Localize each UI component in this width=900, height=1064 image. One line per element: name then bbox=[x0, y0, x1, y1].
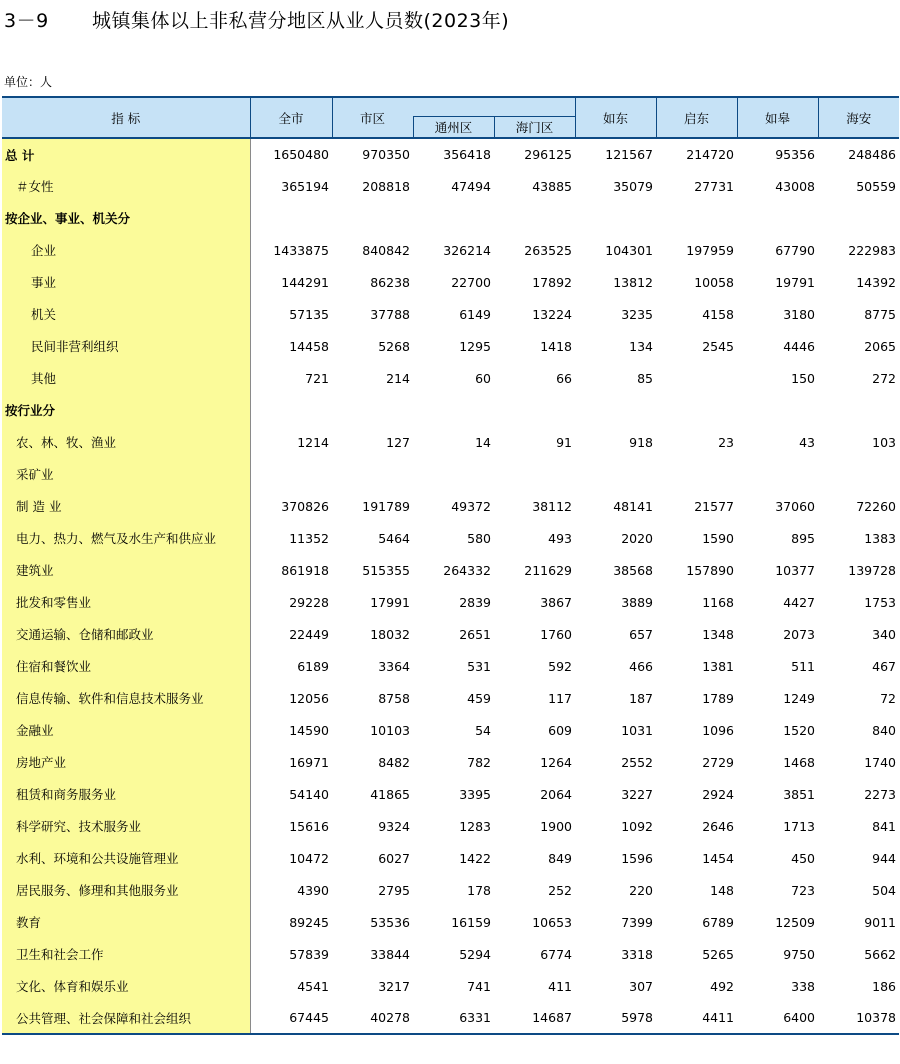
cell-qidong: 197959 bbox=[686, 242, 734, 258]
table-row bbox=[2, 138, 899, 170]
cell-tongzhou bbox=[413, 458, 494, 490]
cell-rugao: 12509 bbox=[775, 914, 815, 930]
cell-qidong: 1381 bbox=[702, 658, 734, 674]
cell-haimen: 263525 bbox=[524, 242, 572, 258]
cell-tongzhou: 6149 bbox=[459, 306, 491, 322]
cell-urban: 37788 bbox=[370, 306, 410, 322]
cell-rugao: 67790 bbox=[775, 242, 815, 258]
cell-city: 1650480 bbox=[273, 147, 329, 162]
cell-city: 89245 bbox=[289, 914, 329, 930]
cell-qidong: 214720 bbox=[686, 147, 734, 162]
row-label: 农、林、牧、渔业 bbox=[2, 426, 250, 458]
cell-urban bbox=[332, 394, 413, 426]
cell-haimen: 3867 bbox=[540, 594, 572, 610]
table-row bbox=[2, 586, 899, 618]
cell-rugao: 338 bbox=[791, 978, 815, 994]
cell-urban: 840842 bbox=[362, 242, 410, 258]
cell-city: 144291 bbox=[281, 274, 329, 290]
cell-rudong: 3235 bbox=[621, 306, 653, 322]
cell-rugao: 4427 bbox=[783, 594, 815, 610]
cell-haian: 9011 bbox=[864, 914, 896, 930]
cell-qidong: 5265 bbox=[702, 946, 734, 962]
cell-haian: 103 bbox=[872, 434, 896, 450]
cell-city: 4541 bbox=[297, 978, 329, 994]
cell-tongzhou: 531 bbox=[467, 658, 491, 674]
cell-rudong: 13812 bbox=[613, 274, 653, 290]
cell-haimen: 2064 bbox=[540, 786, 572, 802]
cell-urban: 18032 bbox=[370, 626, 410, 642]
cell-tongzhou: 178 bbox=[467, 882, 491, 898]
cell-city: 16971 bbox=[289, 754, 329, 770]
header-rudong: 如东 bbox=[575, 97, 656, 138]
cell-haian: 340 bbox=[872, 626, 896, 642]
cell-haian: 10378 bbox=[818, 1002, 899, 1034]
table-title: 城镇集体以上非私营分地区从业人员数(2023年) bbox=[92, 10, 510, 32]
table-row bbox=[2, 714, 899, 746]
cell-city: 57135 bbox=[289, 306, 329, 322]
cell-tongzhou: 782 bbox=[467, 754, 491, 770]
cell-tongzhou: 16159 bbox=[451, 914, 491, 930]
cell-rugao: 10377 bbox=[775, 562, 815, 578]
cell-rudong: 5978 bbox=[575, 1002, 656, 1034]
cell-haimen: 1264 bbox=[540, 754, 572, 770]
cell-rugao: 43 bbox=[799, 434, 815, 450]
table-row bbox=[2, 426, 899, 458]
cell-rudong: 918 bbox=[629, 434, 653, 450]
cell-rudong: 38568 bbox=[613, 562, 653, 578]
cell-haian: 1740 bbox=[864, 754, 896, 770]
cell-urban: 41865 bbox=[370, 786, 410, 802]
cell-qidong: 4158 bbox=[702, 306, 734, 322]
cell-rugao: 19791 bbox=[775, 274, 815, 290]
cell-rudong: 466 bbox=[629, 658, 653, 674]
cell-tongzhou: 60 bbox=[475, 370, 491, 386]
cell-haimen: 6774 bbox=[540, 946, 572, 962]
table-row bbox=[2, 522, 899, 554]
cell-rugao bbox=[737, 458, 818, 490]
cell-tongzhou: 49372 bbox=[451, 498, 491, 514]
cell-haimen: 13224 bbox=[532, 306, 572, 322]
cell-qidong: 23 bbox=[718, 434, 734, 450]
cell-urban: 2795 bbox=[378, 882, 410, 898]
cell-qidong: 1168 bbox=[702, 594, 734, 610]
cell-rugao: 723 bbox=[791, 882, 815, 898]
cell-haian bbox=[818, 394, 899, 426]
cell-qidong bbox=[656, 458, 737, 490]
cell-city: 4390 bbox=[297, 882, 329, 898]
employment-table bbox=[2, 96, 899, 1035]
cell-urban: 33844 bbox=[370, 946, 410, 962]
cell-rugao: 450 bbox=[791, 850, 815, 866]
cell-rudong: 657 bbox=[629, 626, 653, 642]
cell-rudong: 3227 bbox=[621, 786, 653, 802]
cell-city bbox=[250, 458, 332, 490]
row-label: 批发和零售业 bbox=[2, 586, 250, 618]
cell-haimen: 1760 bbox=[540, 626, 572, 642]
cell-urban: 8758 bbox=[378, 690, 410, 706]
cell-rugao: 1249 bbox=[783, 690, 815, 706]
cell-city: 861918 bbox=[281, 562, 329, 578]
cell-rugao bbox=[737, 394, 818, 426]
table-row bbox=[2, 842, 899, 874]
cell-qidong: 1348 bbox=[702, 626, 734, 642]
row-label: 民间非营利组织 bbox=[2, 330, 250, 362]
cell-rudong: 3318 bbox=[621, 946, 653, 962]
cell-city: 10472 bbox=[289, 850, 329, 866]
cell-rugao: 95356 bbox=[775, 147, 815, 162]
cell-haian: 2065 bbox=[864, 338, 896, 354]
cell-qidong: 10058 bbox=[694, 274, 734, 290]
cell-urban: 214 bbox=[386, 370, 410, 386]
cell-qidong: 6789 bbox=[702, 914, 734, 930]
row-label: 机关 bbox=[2, 298, 250, 330]
row-label: 水利、环境和公共设施管理业 bbox=[2, 842, 250, 874]
row-label: 采矿业 bbox=[2, 458, 250, 490]
cell-rudong: 1031 bbox=[621, 722, 653, 738]
row-label: 公共管理、社会保障和社会组织 bbox=[2, 1002, 250, 1034]
cell-haimen bbox=[494, 458, 575, 490]
cell-rudong bbox=[575, 202, 656, 234]
table-row bbox=[2, 202, 899, 234]
cell-rugao: 3180 bbox=[783, 306, 815, 322]
cell-urban: 9324 bbox=[378, 818, 410, 834]
cell-city: 1214 bbox=[297, 434, 329, 450]
table-row bbox=[2, 650, 899, 682]
table-row bbox=[2, 298, 899, 330]
cell-rudong: 85 bbox=[637, 370, 653, 386]
cell-rugao bbox=[737, 202, 818, 234]
cell-haimen: 609 bbox=[548, 722, 572, 738]
row-label: ＃女性 bbox=[2, 170, 250, 202]
row-label: 教育 bbox=[2, 906, 250, 938]
cell-rudong: 7399 bbox=[621, 914, 653, 930]
cell-tongzhou: 54 bbox=[475, 722, 491, 738]
cell-haian: 272 bbox=[872, 370, 896, 386]
cell-rugao: 1468 bbox=[783, 754, 815, 770]
row-label: 建筑业 bbox=[2, 554, 250, 586]
cell-urban: 515355 bbox=[362, 562, 410, 578]
table-row bbox=[2, 938, 899, 970]
cell-rugao: 43008 bbox=[775, 178, 815, 194]
table-row bbox=[2, 234, 899, 266]
cell-haimen: 411 bbox=[548, 978, 572, 994]
cell-haimen: 296125 bbox=[524, 147, 572, 162]
row-label: 文化、体育和娱乐业 bbox=[2, 970, 250, 1002]
cell-qidong: 1454 bbox=[702, 850, 734, 866]
cell-rugao: 1713 bbox=[783, 818, 815, 834]
unit-label: 单位：人 bbox=[4, 75, 53, 89]
row-label: 总 计 bbox=[2, 138, 250, 170]
table-row bbox=[2, 1002, 899, 1034]
cell-haimen: 14687 bbox=[494, 1002, 575, 1034]
row-label: 制 造 业 bbox=[2, 490, 250, 522]
row-label: 住宿和餐饮业 bbox=[2, 650, 250, 682]
row-label: 金融业 bbox=[2, 714, 250, 746]
cell-urban bbox=[332, 458, 413, 490]
cell-haian: 5662 bbox=[864, 946, 896, 962]
header-indicator: 指 标 bbox=[2, 97, 250, 138]
cell-tongzhou: 14 bbox=[475, 434, 491, 450]
cell-qidong: 2729 bbox=[702, 754, 734, 770]
table-row bbox=[2, 330, 899, 362]
cell-qidong: 2924 bbox=[702, 786, 734, 802]
table-number: 3－9 bbox=[4, 10, 49, 32]
table-row bbox=[2, 170, 899, 202]
row-label: 按行业分 bbox=[2, 394, 250, 426]
cell-urban: 5464 bbox=[378, 530, 410, 546]
cell-urban bbox=[332, 202, 413, 234]
cell-urban: 40278 bbox=[332, 1002, 413, 1034]
row-label: 企业 bbox=[2, 234, 250, 266]
cell-qidong bbox=[656, 394, 737, 426]
cell-urban: 8482 bbox=[378, 754, 410, 770]
cell-qidong: 148 bbox=[710, 882, 734, 898]
cell-haimen: 1418 bbox=[540, 338, 572, 354]
cell-city: 370826 bbox=[281, 498, 329, 514]
cell-urban: 3217 bbox=[378, 978, 410, 994]
cell-rugao: 9750 bbox=[783, 946, 815, 962]
cell-haimen: 117 bbox=[548, 690, 572, 706]
table-row bbox=[2, 266, 899, 298]
row-label: 租赁和商务服务业 bbox=[2, 778, 250, 810]
cell-qidong: 2646 bbox=[702, 818, 734, 834]
cell-rugao: 37060 bbox=[775, 498, 815, 514]
table-row bbox=[2, 874, 899, 906]
cell-urban: 3364 bbox=[378, 658, 410, 674]
cell-city: 6189 bbox=[297, 658, 329, 674]
cell-city bbox=[250, 202, 332, 234]
row-label: 事业 bbox=[2, 266, 250, 298]
cell-haian: 248486 bbox=[848, 147, 896, 162]
cell-city: 15616 bbox=[289, 818, 329, 834]
row-label: 交通运输、仓储和邮政业 bbox=[2, 618, 250, 650]
cell-tongzhou: 2839 bbox=[459, 594, 491, 610]
cell-tongzhou: 741 bbox=[467, 978, 491, 994]
table-row bbox=[2, 458, 899, 490]
cell-haian: 1753 bbox=[864, 594, 896, 610]
cell-rugao: 2073 bbox=[783, 626, 815, 642]
cell-rudong bbox=[575, 458, 656, 490]
cell-tongzhou: 6331 bbox=[413, 1002, 494, 1034]
cell-rugao: 1520 bbox=[783, 722, 815, 738]
cell-haimen: 17892 bbox=[532, 274, 572, 290]
cell-tongzhou: 459 bbox=[467, 690, 491, 706]
cell-haimen bbox=[494, 202, 575, 234]
cell-city: 14458 bbox=[289, 338, 329, 354]
table-row bbox=[2, 394, 899, 426]
cell-rudong: 307 bbox=[629, 978, 653, 994]
table-row bbox=[2, 490, 899, 522]
table-row bbox=[2, 778, 899, 810]
header-haimen: 海门区 bbox=[494, 117, 575, 139]
cell-haimen: 91 bbox=[556, 434, 572, 450]
cell-city: 22449 bbox=[289, 626, 329, 642]
cell-urban: 127 bbox=[386, 434, 410, 450]
cell-qidong bbox=[656, 202, 737, 234]
cell-qidong: 2545 bbox=[702, 338, 734, 354]
cell-tongzhou: 580 bbox=[467, 530, 491, 546]
table-row bbox=[2, 906, 899, 938]
cell-tongzhou: 22700 bbox=[451, 274, 491, 290]
cell-rudong bbox=[575, 394, 656, 426]
header-city: 全市 bbox=[250, 97, 332, 138]
cell-city: 14590 bbox=[289, 722, 329, 738]
table-row bbox=[2, 746, 899, 778]
cell-qidong: 27731 bbox=[694, 178, 734, 194]
cell-city: 1433875 bbox=[273, 242, 329, 258]
cell-haimen: 10653 bbox=[532, 914, 572, 930]
cell-rugao: 511 bbox=[791, 658, 815, 674]
row-label: 电力、热力、燃气及水生产和供应业 bbox=[2, 522, 250, 554]
cell-haian: 467 bbox=[872, 658, 896, 674]
cell-haimen: 252 bbox=[548, 882, 572, 898]
cell-haian: 944 bbox=[872, 850, 896, 866]
cell-urban: 970350 bbox=[362, 147, 410, 162]
cell-rudong: 3889 bbox=[621, 594, 653, 610]
cell-tongzhou: 1295 bbox=[459, 338, 491, 354]
cell-qidong: 1096 bbox=[702, 722, 734, 738]
page-title bbox=[4, 6, 509, 33]
cell-city bbox=[250, 394, 332, 426]
cell-city: 12056 bbox=[289, 690, 329, 706]
cell-haian: 14392 bbox=[856, 274, 896, 290]
cell-haimen: 493 bbox=[548, 530, 572, 546]
cell-tongzhou: 5294 bbox=[459, 946, 491, 962]
cell-rudong: 35079 bbox=[613, 178, 653, 194]
cell-haimen: 66 bbox=[556, 370, 572, 386]
cell-rudong: 2552 bbox=[621, 754, 653, 770]
header-rugao: 如皋 bbox=[737, 97, 818, 138]
cell-qidong: 4411 bbox=[656, 1002, 737, 1034]
cell-tongzhou: 47494 bbox=[451, 178, 491, 194]
cell-tongzhou: 2651 bbox=[459, 626, 491, 642]
cell-city: 365194 bbox=[281, 178, 329, 194]
row-label: 信息传输、软件和信息技术服务业 bbox=[2, 682, 250, 714]
cell-haian: 50559 bbox=[856, 178, 896, 194]
cell-rudong: 2020 bbox=[621, 530, 653, 546]
cell-haimen: 1900 bbox=[540, 818, 572, 834]
table-row bbox=[2, 554, 899, 586]
cell-qidong: 492 bbox=[710, 978, 734, 994]
cell-urban: 10103 bbox=[370, 722, 410, 738]
cell-haian: 139728 bbox=[848, 562, 896, 578]
cell-rudong: 187 bbox=[629, 690, 653, 706]
cell-rugao: 6400 bbox=[737, 1002, 818, 1034]
cell-haimen: 38112 bbox=[532, 498, 572, 514]
cell-city: 67445 bbox=[250, 1002, 332, 1034]
header-tongzhou: 通州区 bbox=[413, 117, 494, 139]
table-row bbox=[2, 682, 899, 714]
cell-rugao: 895 bbox=[791, 530, 815, 546]
cell-rudong: 220 bbox=[629, 882, 653, 898]
cell-rudong: 134 bbox=[629, 338, 653, 354]
cell-haian bbox=[818, 458, 899, 490]
cell-urban: 53536 bbox=[370, 914, 410, 930]
cell-rudong: 104301 bbox=[605, 242, 653, 258]
row-label: 其他 bbox=[2, 362, 250, 394]
cell-haian: 222983 bbox=[848, 242, 896, 258]
cell-city: 11352 bbox=[289, 530, 329, 546]
cell-urban: 5268 bbox=[378, 338, 410, 354]
cell-rudong: 48141 bbox=[613, 498, 653, 514]
cell-haian bbox=[818, 202, 899, 234]
cell-tongzhou: 264332 bbox=[443, 562, 491, 578]
cell-urban: 86238 bbox=[370, 274, 410, 290]
cell-urban: 17991 bbox=[370, 594, 410, 610]
cell-city: 721 bbox=[305, 370, 329, 386]
cell-qidong: 1789 bbox=[702, 690, 734, 706]
cell-tongzhou bbox=[413, 394, 494, 426]
header-urban: 市区 bbox=[332, 97, 413, 138]
cell-rudong: 1092 bbox=[621, 818, 653, 834]
cell-haian: 504 bbox=[872, 882, 896, 898]
cell-tongzhou: 1283 bbox=[459, 818, 491, 834]
cell-haian: 8775 bbox=[864, 306, 896, 322]
row-label: 卫生和社会工作 bbox=[2, 938, 250, 970]
cell-urban: 6027 bbox=[378, 850, 410, 866]
cell-haian: 1383 bbox=[864, 530, 896, 546]
cell-urban: 208818 bbox=[362, 178, 410, 194]
table-row bbox=[2, 362, 899, 394]
header-haian: 海安 bbox=[818, 97, 899, 138]
cell-urban: 191789 bbox=[362, 498, 410, 514]
cell-city: 54140 bbox=[289, 786, 329, 802]
cell-tongzhou: 1422 bbox=[459, 850, 491, 866]
row-label: 居民服务、修理和其他服务业 bbox=[2, 874, 250, 906]
table-row bbox=[2, 810, 899, 842]
cell-haimen: 592 bbox=[548, 658, 572, 674]
table-row bbox=[2, 618, 899, 650]
cell-qidong: 157890 bbox=[686, 562, 734, 578]
row-label: 按企业、事业、机关分 bbox=[2, 202, 250, 234]
cell-rugao: 150 bbox=[791, 370, 815, 386]
cell-city: 29228 bbox=[289, 594, 329, 610]
cell-qidong bbox=[656, 362, 737, 394]
cell-haimen: 849 bbox=[548, 850, 572, 866]
cell-haian: 841 bbox=[872, 818, 896, 834]
cell-rudong: 1596 bbox=[621, 850, 653, 866]
cell-haimen: 211629 bbox=[524, 562, 572, 578]
cell-rugao: 3851 bbox=[783, 786, 815, 802]
cell-haian: 72260 bbox=[856, 498, 896, 514]
cell-city: 57839 bbox=[289, 946, 329, 962]
cell-tongzhou: 3395 bbox=[459, 786, 491, 802]
cell-haian: 2273 bbox=[864, 786, 896, 802]
cell-rudong: 121567 bbox=[605, 147, 653, 162]
cell-haian: 72 bbox=[880, 690, 896, 706]
cell-qidong: 1590 bbox=[702, 530, 734, 546]
header-urban-sub-spacer bbox=[413, 97, 575, 117]
cell-tongzhou: 326214 bbox=[443, 242, 491, 258]
table-body bbox=[2, 138, 899, 1034]
cell-haimen bbox=[494, 394, 575, 426]
cell-haian: 840 bbox=[872, 722, 896, 738]
cell-tongzhou bbox=[413, 202, 494, 234]
row-label: 房地产业 bbox=[2, 746, 250, 778]
cell-tongzhou: 356418 bbox=[443, 147, 491, 162]
cell-haian: 186 bbox=[872, 978, 896, 994]
header-qidong: 启东 bbox=[656, 97, 737, 138]
row-label: 科学研究、技术服务业 bbox=[2, 810, 250, 842]
cell-rugao: 4446 bbox=[783, 338, 815, 354]
cell-qidong: 21577 bbox=[694, 498, 734, 514]
cell-haimen: 43885 bbox=[532, 178, 572, 194]
table-row bbox=[2, 970, 899, 1002]
